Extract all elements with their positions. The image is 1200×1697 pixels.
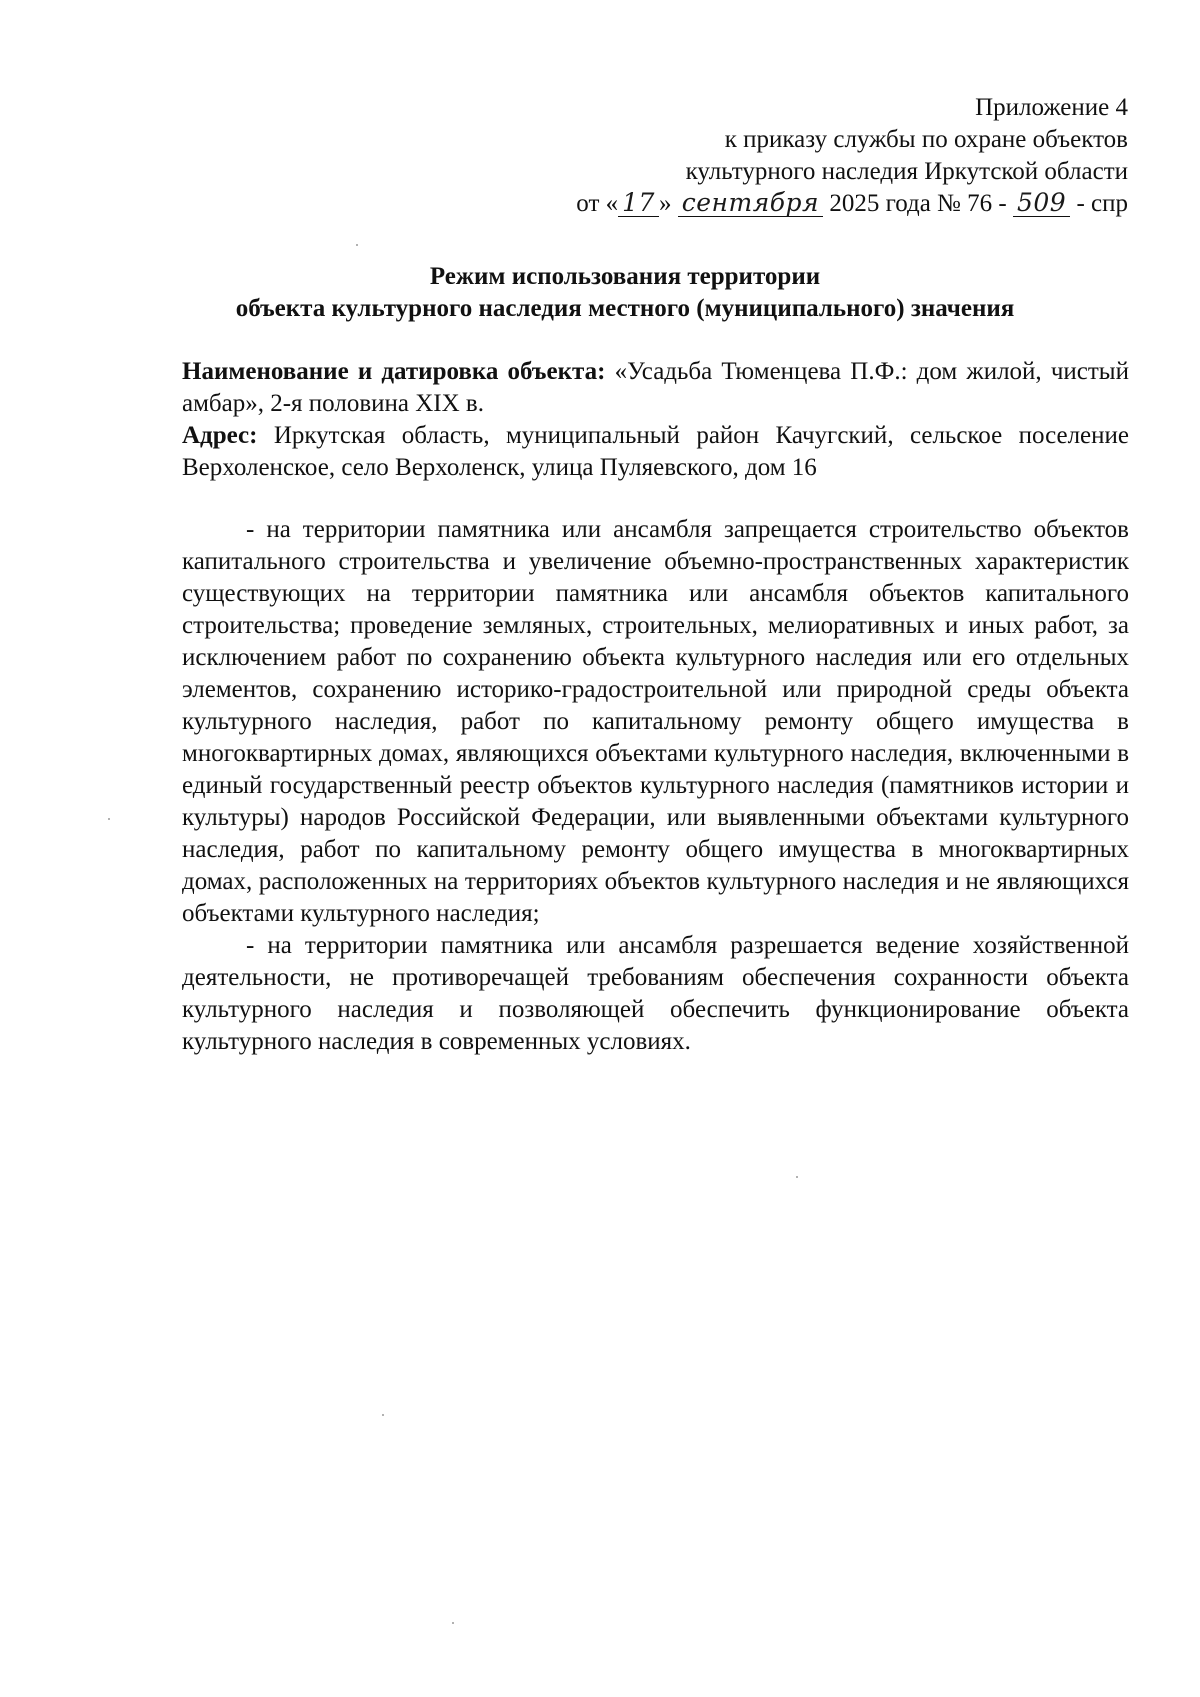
scan-speck xyxy=(108,818,110,820)
scan-speck xyxy=(356,244,358,246)
usage-regime-body xyxy=(182,514,1129,1058)
handwritten-day: 17 xyxy=(618,190,659,217)
appendix-number: Приложение 4 xyxy=(975,94,1128,121)
permissions-paragraph: - на территории памятника или ансамбля разрешается ведение хозяйственной деятельности, не противоречащей требованиям обеспечения сохранности объекта культурного наследия и позволяющей обеспечить функционирование объекта культурного наследия в современных условиях. xyxy=(182,932,1129,1055)
object-address-label: Адрес: xyxy=(182,422,258,449)
scan-speck xyxy=(796,1176,798,1178)
prohibitions-paragraph: - на территории памятника или ансамбля запрещается строительство объектов капитального строительства и увеличение объемно-пространственных характеристик существующих на территории памятника или ансамбля объектов капитального строительства; проведение земляных, строительных, мелиоративных и иных работ, за исключением работ по сохранению объекта культурного наследия или его отдельных элементов, сохранению историко-градостроительной или природной среды объекта культурного наследия, работ по капитальному ремонту общего имущества в многоквартирных домах, являющихся объектами культурного наследия, включенными в единый государственный реестр объектов культурного наследия (памятников истории и культуры) народов Российской Федерации, или выявленными объектами культурного наследия, работ по капитальному ремонту общего имущества в многоквартирных домах, расположенных на территориях объектов культурного наследия и не являющихся объектами культурного наследия; xyxy=(182,516,1129,927)
appendix-authority: культурного наследия Иркутской области xyxy=(685,158,1128,185)
object-name-row xyxy=(182,356,1129,420)
handwritten-order-number: 509 xyxy=(1013,190,1070,217)
order-suffix: - спр xyxy=(1076,190,1128,217)
object-address-value: Иркутская область, муниципальный район Качугский, сельское поселение Верхоленское, село Верхоленск, улица Пуляевского, дом 16 xyxy=(182,422,1130,481)
object-info xyxy=(182,356,1129,484)
date-prefix: от « xyxy=(576,190,619,217)
title-line-2: объекта культурного наследия местного (муниципального) значения xyxy=(235,295,1015,322)
document-title xyxy=(150,261,1100,325)
appendix-order-reference: к приказу службы по охране объектов xyxy=(724,126,1128,153)
title-line-1: Режим использования территории xyxy=(429,263,821,290)
date-year: 2025 года № 76 - xyxy=(829,190,1007,217)
order-date-line xyxy=(428,188,1128,220)
object-name-label: Наименование и датировка объекта: xyxy=(182,358,606,385)
scan-speck xyxy=(382,1414,384,1416)
scan-speck xyxy=(452,1622,454,1624)
object-name-value: «Усадьба Тюменцева П.Ф.: дом жилой, чистый амбар», 2-я половина XIX в. xyxy=(182,358,1129,417)
appendix-header xyxy=(428,92,1128,220)
date-mid: » xyxy=(658,190,672,217)
object-address-row xyxy=(182,420,1129,484)
handwritten-month: сентября xyxy=(678,190,823,217)
